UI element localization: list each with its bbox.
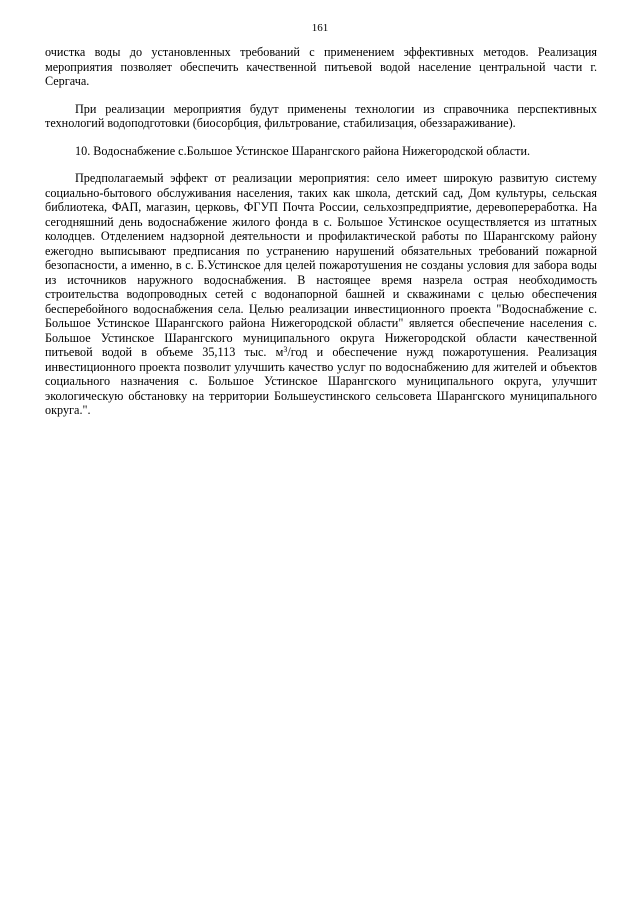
document-body bbox=[45, 45, 597, 418]
paragraph-technologies: При реализации мероприятия будут применены технологии из справочника перспективных технологий водоподготовки (биосорбция, фильтрование, стабилизация, обеззараживание). bbox=[45, 101, 597, 130]
cubic-superscript: 3 bbox=[283, 345, 288, 354]
page-number: 161 bbox=[311, 22, 329, 34]
paragraph-continuation: очистка воды до установленных требований с применением эффективных методов. Реализация мероприятия позволяет обеспечить качественной питьевой водой население центральной части г. Сергача. bbox=[45, 45, 597, 88]
paragraph-expected-effect-part1: Предполагаемый эффект от реализации мероприятия: село имеет широкую развитую систему социально-бытового обслуживания населения, таких как школа, детский сад, Дом культуры, сельская библиотека, ФАП, магазин, церковь, ФГУП Почта России, сельхозпредприятие, деревопереработка. На сегодняшний день водоснабжение жилого фонда в с. Большое Устинское осуществляется из штатных колодцев. Отделением надзорной деятельности и профилактической работы по Шарангскому району ежегодно выписывают предписания по устранению нарушений обязательных требований пожарной безопасности, а именно, в с. Б.Устинское для целей пожаротушения не созданы условия для забора воды из источников наружного водоснабжения. В настоящее время назрела острая необходимость строительства водопроводных сетей с водонапорной башней и скважинами с целью обеспечения бесперебойного водоснабжения села. Целью реализации инвестиционного проекта "Водоснабжение с. Большое Устинское Шарангского района Нижегородской области" является обеспечение населения с. Большое Устинское Шарангского муниципального округа Нижегородской области качественной питьевой водой в объеме 35,113 тыс. м bbox=[45, 171, 597, 359]
paragraph-expected-effect-part2: /год и обеспечение нужд пожаротушения. Реализация инвестиционного проекта позволит улучшить качество услуг по водоснабжению для жителей и объектов социального назначения с. Большое Устинское Шарангского муниципального округа, улучшит экологическую обстановку на территории Большеустинского сельсовета Шарангского муниципального округа.". bbox=[45, 345, 597, 417]
section-heading: 10. Водоснабжение с.Большое Устинское Шарангского района Нижегородской области. bbox=[75, 143, 531, 158]
paragraph-expected-effect bbox=[45, 171, 597, 418]
